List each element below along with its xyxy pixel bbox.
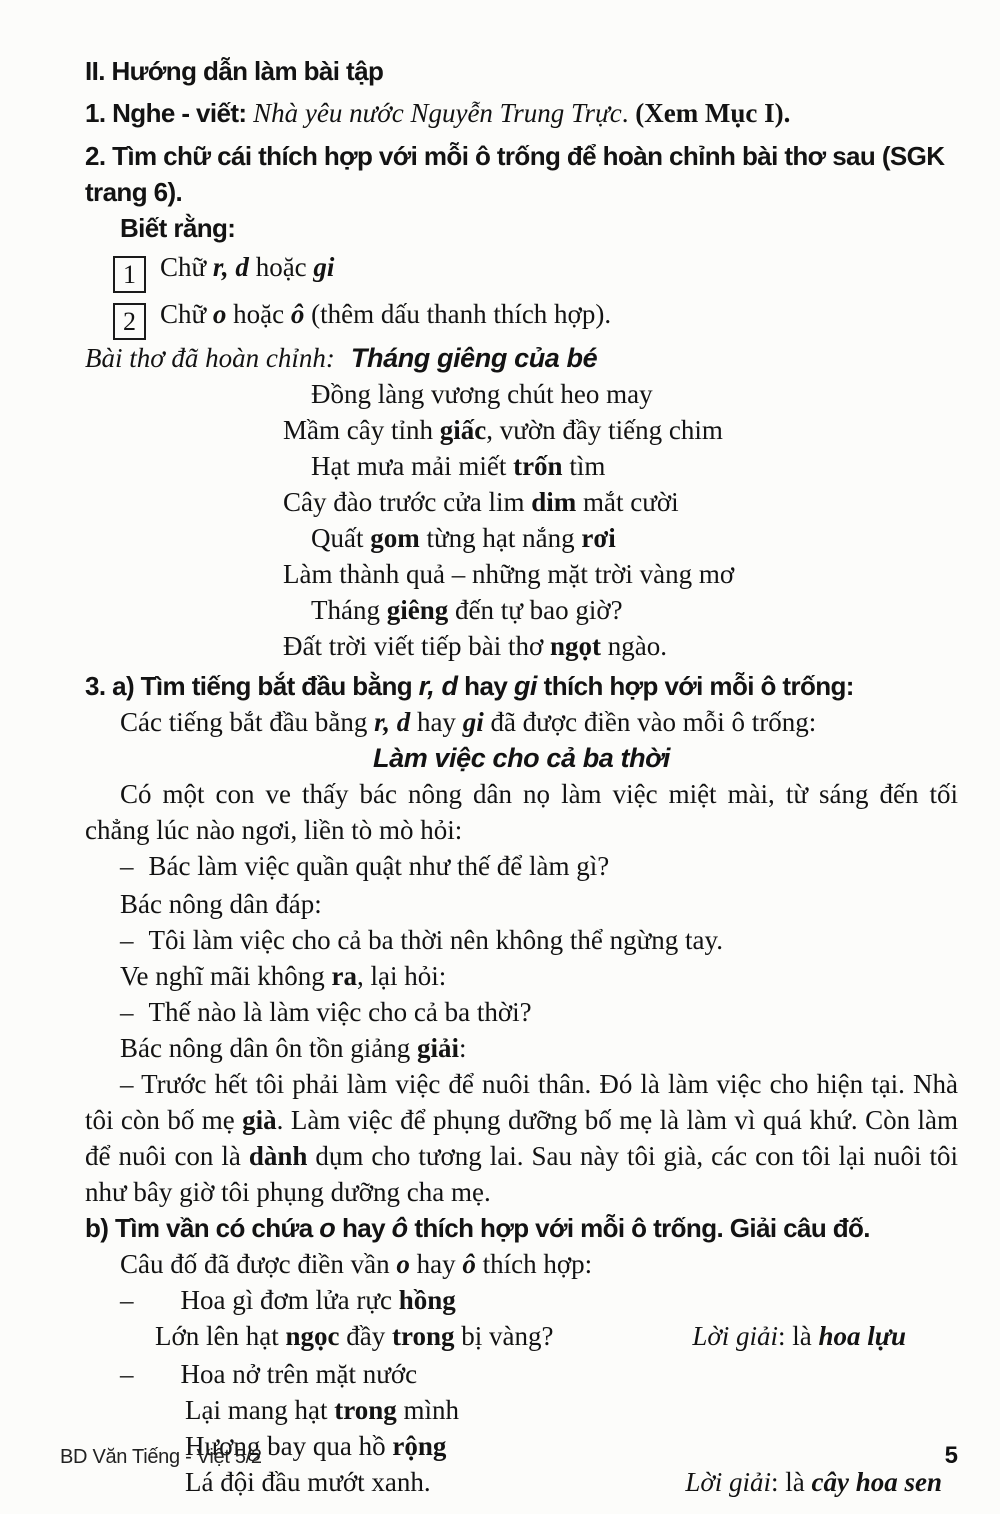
text-run: Bác làm việc quần quật như thế để làm gì? — [148, 851, 610, 881]
text-run: (Xem Mục I). — [635, 98, 791, 128]
story-para-1 — [85, 776, 965, 848]
riddle-1-line-2 — [85, 1318, 958, 1354]
story-line-4 — [85, 1030, 958, 1066]
text-run: gi — [513, 671, 538, 701]
text-run: mắt cười — [576, 487, 679, 517]
text-run: Biết rằng: — [120, 213, 236, 243]
text-run: Câu đố đã được điền vần — [120, 1249, 397, 1279]
task-3a — [85, 668, 958, 704]
poem-line — [283, 592, 958, 628]
text-run: hoặc — [226, 299, 291, 329]
text-run: rơi — [581, 523, 616, 553]
text-run: Hương bay qua hồ — [185, 1431, 393, 1461]
text-run: Nhà yêu nước Nguyễn Trung Trực — [253, 98, 622, 128]
page-footer — [60, 1442, 958, 1470]
text-run: hay — [335, 1213, 392, 1243]
hint-1 — [85, 246, 958, 293]
poem-line — [283, 376, 958, 412]
section-heading — [85, 53, 958, 89]
text-run: ô — [391, 1213, 408, 1243]
text-run: thích hợp với mỗi ô trống. Giải câu đố. — [407, 1213, 870, 1243]
text-run: mình — [396, 1395, 459, 1425]
text-run: o — [396, 1249, 410, 1279]
text-run: dim — [531, 487, 577, 517]
story-para-2 — [85, 1066, 965, 1210]
text-run: o — [319, 1213, 336, 1243]
task-2 — [85, 138, 958, 210]
text-run: Hoa nở trên mặt nước — [180, 1359, 418, 1389]
footer-book-title: BD Văn Tiếng - Việt 5/2 — [60, 1446, 262, 1468]
text-run: rộng — [392, 1431, 447, 1461]
text-run: Tôi làm việc cho cả ba thời nên không thể ngừng tay. — [148, 925, 724, 955]
text-run: hay — [457, 671, 514, 701]
text-run: dành — [248, 1141, 308, 1171]
text-run: Chữ — [160, 299, 213, 329]
text-run: dụm cho tương lai. Sau này tôi già, các con tôi lại nuôi tôi như bây giờ tôi phụng dưỡng cha mẹ. — [85, 1141, 965, 1207]
hint-number-box: 2 — [113, 303, 146, 340]
text-run: tìm — [562, 451, 606, 481]
text-run: Lớn lên hạt — [155, 1321, 286, 1351]
text-run: ngọt — [550, 631, 602, 661]
hint-2 — [85, 293, 958, 340]
text-run: ngọc — [285, 1321, 340, 1351]
page-number: 5 — [944, 1442, 958, 1469]
text-run: o — [212, 299, 227, 329]
text-run: hồng — [398, 1285, 456, 1315]
riddle-solution — [692, 1318, 906, 1354]
text-run: đã được điền vào mỗi ô trống: — [483, 707, 817, 737]
poem-line — [283, 412, 958, 448]
text-run: Ve nghĩ mãi không — [120, 961, 332, 991]
poem-intro — [85, 340, 958, 376]
text-run: trong — [334, 1395, 397, 1425]
text-run: giấc — [439, 415, 487, 445]
text-run: (thêm dấu thanh thích hợp). — [304, 299, 612, 329]
text-run: hoa lựu — [818, 1321, 906, 1351]
text-run: Lời giải — [692, 1321, 779, 1351]
text-run: từng hạt nắng — [419, 523, 582, 553]
text-run: – — [120, 997, 134, 1027]
text-run: – — [120, 1285, 134, 1315]
text-run: cây hoa sen — [811, 1467, 942, 1497]
riddle-1-line-1 — [85, 1282, 958, 1318]
text-run: gi — [462, 707, 484, 737]
text-run: 1. Nghe - viết: — [85, 98, 254, 128]
text-run: Đồng làng vương chút heo may — [311, 379, 653, 409]
text-run: Lời giải — [685, 1467, 771, 1497]
text-run: : là — [778, 1321, 819, 1351]
text-run: ô — [462, 1249, 476, 1279]
text-run: Tháng — [311, 595, 387, 625]
text-run: đầy — [339, 1321, 392, 1351]
task-3b — [85, 1210, 958, 1246]
text-run: b) Tìm vần có chứa — [85, 1213, 320, 1243]
poem-line — [283, 520, 958, 556]
text-run: Quất — [311, 523, 371, 553]
text-run: Lá đội đầu mướt xanh. — [185, 1467, 431, 1497]
text-run: r, d — [212, 252, 249, 282]
text-run: hay — [410, 707, 463, 737]
answer-3a-intro — [85, 704, 958, 740]
text-run: trốn — [513, 451, 563, 481]
text-run: bị vàng? — [454, 1321, 554, 1351]
riddle-2-line-1 — [85, 1356, 958, 1392]
text-run: Bác nông dân đáp: — [120, 889, 322, 919]
text-run: . Làm việc để phụng dưỡng bố mẹ là làm vì quá khứ. Còn làm để nuôi con là — [85, 1105, 965, 1171]
text-run: Hoa gì đơm lửa rực — [180, 1285, 399, 1315]
text-run: già — [242, 1105, 277, 1135]
poem — [283, 376, 958, 664]
text-run: hay — [409, 1249, 463, 1279]
text-run: gi — [313, 252, 335, 282]
text-run: – Trước hết tôi phải làm việc để nuôi thân. Đó là làm việc cho hiện tại. Nhà tôi còn bố mẹ — [85, 1069, 965, 1135]
poem-line — [283, 628, 958, 664]
text-run: Chữ — [160, 252, 213, 282]
dialog-2 — [85, 922, 958, 958]
text-run: hoặc — [248, 252, 314, 282]
text-run: thích hợp với mỗi ô trống: — [537, 671, 854, 701]
riddle-2-line-2 — [85, 1392, 958, 1428]
poem-line — [283, 448, 958, 484]
text-run: ô — [290, 299, 305, 329]
text-run: II. Hướng dẫn làm bài tập — [85, 56, 384, 86]
text-run: : — [458, 1033, 467, 1063]
task-1 — [85, 95, 958, 131]
text-run: 2. Tìm chữ cái thích hợp với mỗi ô trống để hoàn chỉnh bài thơ sau (SGK trang 6). — [85, 141, 952, 207]
text-run: , lại hỏi: — [356, 961, 447, 991]
text-run: Bác nông dân ôn tồn giảng — [120, 1033, 417, 1063]
text-run: Các tiếng bắt đầu bằng — [120, 707, 375, 737]
document-content — [85, 53, 965, 1500]
story-line-2 — [85, 886, 958, 922]
text-run: : là — [771, 1467, 812, 1497]
story-title — [85, 740, 958, 776]
text-run: giải — [416, 1033, 459, 1063]
task-2-note — [85, 210, 958, 246]
text-run: Hạt mưa mải miết — [311, 451, 514, 481]
text-run: Làm việc cho cả ba thời — [372, 743, 671, 773]
text-run: đến tự bao giờ? — [448, 595, 623, 625]
text-run: Tháng giêng của bé — [350, 343, 598, 373]
answer-3b-intro — [85, 1246, 958, 1282]
text-run: r, d — [418, 671, 458, 701]
text-run: Đất trời viết tiếp bài thơ — [283, 631, 550, 661]
text-run: r, d — [374, 707, 411, 737]
text-run: – — [120, 851, 134, 881]
text-run: ra — [331, 961, 357, 991]
text-run: Cây đào trước cửa lim — [283, 487, 532, 517]
text-run: Mầm cây tỉnh — [283, 415, 440, 445]
story-line-3 — [85, 958, 958, 994]
dialog-1 — [85, 848, 958, 884]
text-run: . — [621, 98, 636, 128]
text-run: giêng — [386, 595, 449, 625]
text-run: – — [120, 1359, 134, 1389]
text-run: thích hợp: — [475, 1249, 593, 1279]
text-run: trong — [391, 1321, 455, 1351]
text-run: Bài thơ đã hoàn chỉnh: — [85, 343, 335, 373]
text-run: ngào. — [601, 631, 667, 661]
text-run: 3. a) Tìm tiếng bắt đầu bằng — [85, 671, 419, 701]
text-run: , vườn đầy tiếng chim — [486, 415, 723, 445]
text-run: Thế nào là làm việc cho cả ba thời? — [148, 997, 532, 1027]
dialog-3 — [85, 994, 958, 1030]
riddle-text — [155, 1318, 553, 1354]
poem-line — [283, 484, 958, 520]
text-run: – — [120, 925, 134, 955]
text-run: Lại mang hạt — [185, 1395, 335, 1425]
hint-number-box: 1 — [113, 256, 146, 293]
text-run: gom — [370, 523, 420, 553]
poem-line — [283, 556, 958, 592]
text-run: Có một con ve thấy bác nông dân nọ làm việc miệt mài, từ sáng đến tối chẳng lúc nào ngơi, liền tò mò hỏi: — [85, 779, 965, 845]
text-run: Làm thành quả – những mặt trời vàng mơ — [283, 559, 735, 589]
